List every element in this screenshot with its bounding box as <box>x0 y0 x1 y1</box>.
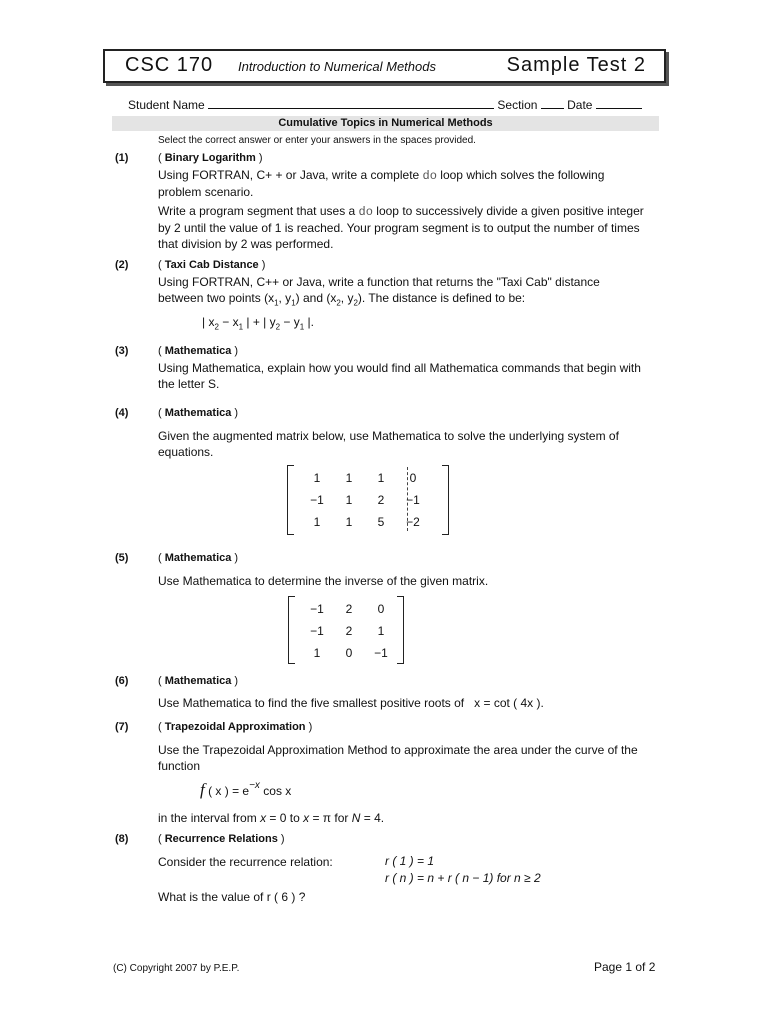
matrix-cell: 0 <box>345 646 353 660</box>
question-topic: ( Mathematica ) <box>158 552 239 564</box>
matrix-cell: −1 <box>310 624 324 638</box>
question-number: (2) <box>115 259 129 271</box>
matrix-bracket-left <box>288 596 295 664</box>
interval-text: in the interval from x = 0 to x = π for N = 4. <box>158 811 385 825</box>
matrix-cell: 1 <box>313 515 321 529</box>
matrix-bracket-right <box>442 465 449 535</box>
matrix-cell: −1 <box>310 493 324 507</box>
question-7-text: Use the Trapezoidal Approximation Method to approximate the area under the curve of the function <box>158 743 638 773</box>
student-info-row <box>128 97 642 112</box>
date-field[interactable] <box>596 97 642 109</box>
question-topic: ( Taxi Cab Distance ) <box>158 259 266 271</box>
matrix-cell: 1 <box>313 471 321 485</box>
augmented-matrix <box>287 465 449 535</box>
matrix-cell: 1 <box>345 493 353 507</box>
matrix-cell: −1 <box>310 602 324 616</box>
question-number: (6) <box>115 675 129 687</box>
question-number: (4) <box>115 407 129 419</box>
course-title: Introduction to Numerical Methods <box>238 59 436 74</box>
matrix-cell: 2 <box>345 624 353 638</box>
function-formula: f ( x ) = $e^{-x}$ cos x <box>200 780 292 799</box>
question-topic: ( Trapezoidal Approximation ) <box>158 721 313 733</box>
question-6-text: Use Mathematica to find the five smallest positive roots of x = cot ( 4x ). <box>158 696 544 710</box>
instructions: Select the correct answer or enter your answers in the spaces provided. <box>158 135 476 146</box>
question-3-text: Using Mathematica, explain how you would find all Mathematica commands that begin with the letter S. <box>158 361 641 391</box>
recurrence-step: r ( n ) = n + r ( n − 1) for n ≥ 2 <box>385 871 541 885</box>
question-number: (1) <box>115 152 129 164</box>
matrix-cell: 0 <box>377 602 385 616</box>
copyright: (C) Copyright 2007 by P.E.P. <box>113 963 240 974</box>
question-number: (8) <box>115 833 129 845</box>
test-header <box>103 49 666 83</box>
matrix-cell: 5 <box>377 515 385 529</box>
date-label: Date <box>567 98 593 112</box>
inverse-matrix <box>288 596 404 664</box>
matrix-cell: 1 <box>313 646 321 660</box>
section-band: Cumulative Topics in Numerical Methods <box>112 116 659 131</box>
question-topic: ( Binary Logarithm ) <box>158 152 263 164</box>
matrix-cell: 2 <box>345 602 353 616</box>
matrix-bracket-left <box>287 465 294 535</box>
matrix-cell: −1 <box>406 493 420 507</box>
question-number: (5) <box>115 552 129 564</box>
section-field[interactable] <box>541 97 564 109</box>
matrix-cell: −1 <box>374 646 388 660</box>
matrix-cell: 1 <box>345 471 353 485</box>
matrix-cell: 2 <box>377 493 385 507</box>
matrix-bracket-right <box>397 596 404 664</box>
question-topic: ( Mathematica ) <box>158 407 239 419</box>
question-number: (3) <box>115 345 129 357</box>
matrix-cell: 0 <box>409 471 417 485</box>
section-label: Section <box>497 98 538 112</box>
matrix-cell: 1 <box>377 471 385 485</box>
question-number: (7) <box>115 721 129 733</box>
question-topic: ( Mathematica ) <box>158 345 239 357</box>
question-1-text: Using FORTRAN, C+ + or Java, write a complete do loop which solves the following problem scenario. <box>158 168 605 199</box>
question-8-ask: What is the value of r ( 6 ) ? <box>158 890 306 904</box>
matrix-cell: 1 <box>377 624 385 638</box>
student-name-field[interactable] <box>208 97 494 109</box>
taxi-cab-formula: | $x_2 - x_1$ | + | $y_2 - y_1$ |. <box>202 315 315 332</box>
matrix-cell: −2 <box>406 515 420 529</box>
student-name-label: Student Name <box>128 98 205 112</box>
page-number: Page 1 of 2 <box>594 960 656 974</box>
test-name: Sample Test 2 <box>506 54 646 76</box>
question-topic: ( Mathematica ) <box>158 675 239 687</box>
matrix-cell: 1 <box>345 515 353 529</box>
question-4-text: Given the augmented matrix below, use Mathematica to solve the underlying system of equations. <box>158 429 619 459</box>
question-1-detail: Write a program segment that uses a do loop to successively divide a given positive integer by 2 until the value of 1 is reached. Your program segment is to output the number of times that division by 2 was performed. <box>158 204 644 251</box>
question-8-text: Consider the recurrence relation: <box>158 855 333 869</box>
question-2-text: Using FORTRAN, C++ or Java, write a function that returns the "Taxi Cab" distance between two points ($x_1$, $y_1$) and ($x_2$, $y_2$). The distance is defined to be: <box>158 275 600 308</box>
course-code: CSC 170 <box>125 54 214 76</box>
recurrence-base: r ( 1 ) = 1 <box>385 854 435 868</box>
question-5-text: Use Mathematica to determine the inverse of the given matrix. <box>158 574 489 588</box>
question-topic: ( Recurrence Relations ) <box>158 833 285 845</box>
